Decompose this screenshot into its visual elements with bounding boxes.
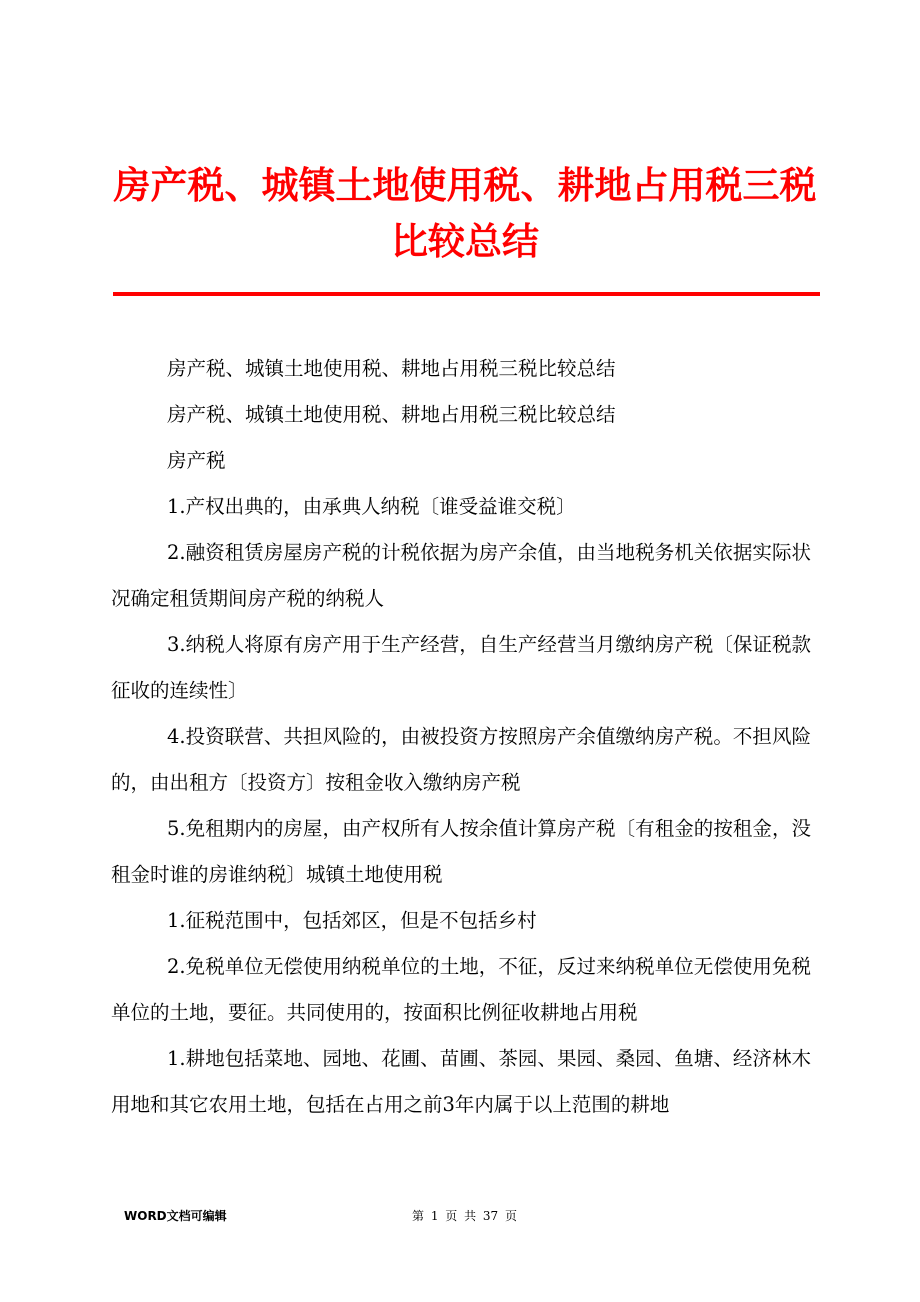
paragraph: 房产税 xyxy=(167,449,226,472)
title-divider xyxy=(113,292,820,296)
paragraph: 1.征税范围中，包括郊区，但是不包括乡村 xyxy=(167,909,537,932)
paragraph: 房产税、城镇土地使用税、耕地占用税三税比较总结 xyxy=(167,357,616,380)
paragraph: 1.产权出典的，由承典人纳税〔谁受益谁交税〕 xyxy=(167,495,576,518)
document-title: 房产税、城镇土地使用税、耕地占用税三税比较总结 xyxy=(113,164,817,263)
paragraph: 4.投资联营、共担风险的，由被投资方按照房产余值缴纳房产税。不担风险的，由出租方〔投资方〕按租金收入缴纳房产税 xyxy=(111,725,811,794)
paragraph: 1.耕地包括菜地、园地、花圃、苗圃、茶园、果园、桑园、鱼塘、经济林木用地和其它农用土地，包括在占用之前3年内属于以上范围的耕地 xyxy=(111,1047,811,1116)
document-body xyxy=(111,346,811,1128)
paragraph: 2.免税单位无偿使用纳税单位的土地，不征，反过来纳税单位无偿使用免税单位的土地，要征。共同使用的，按面积比例征收耕地占用税 xyxy=(111,955,811,1024)
page-number: 第 1 页 共 37 页 xyxy=(412,1209,517,1223)
paragraph: 5.免租期内的房屋，由产权所有人按余值计算房产税〔有租金的按租金，没租金时谁的房谁纳税〕城镇土地使用税 xyxy=(111,817,811,886)
paragraph: 房产税、城镇土地使用税、耕地占用税三税比较总结 xyxy=(167,403,616,426)
paragraph: 3.纳税人将原有房产用于生产经营，自生产经营当月缴纳房产税〔保证税款征收的连续性〕 xyxy=(111,633,811,702)
footer-label: WORD文档可编辑 xyxy=(124,1209,227,1223)
paragraph: 2.融资租赁房屋房产税的计税依据为房产余值，由当地税务机关依据实际状况确定租赁期间房产税的纳税人 xyxy=(111,541,811,610)
